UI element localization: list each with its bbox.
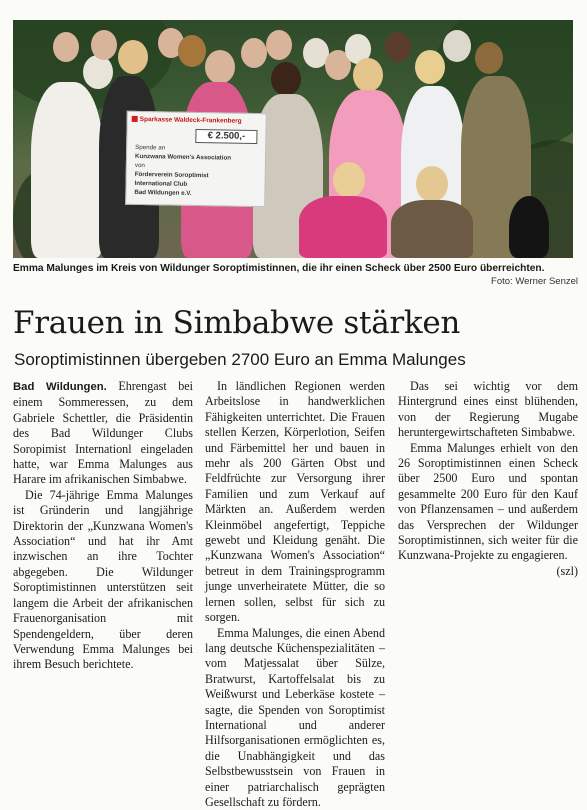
article-subheadline: Soroptimistinnen übergeben 2700 Euro an Emma Malunges <box>14 350 466 370</box>
author-signature: (szl) <box>545 564 579 579</box>
check-line-1: Spende an <box>135 144 165 152</box>
check-bank-label: Sparkasse Waldeck-Frankenberg <box>140 116 242 125</box>
photo-caption: Emma Malunges im Kreis von Wildunger Soroptimistinnen, die ihr einen Scheck über 2500 Euro überreichten. <box>13 262 579 275</box>
article-paragraph-1 <box>13 379 193 488</box>
check-line-6: Bad Wildungen e.V. <box>134 189 191 197</box>
check-bank-name <box>132 116 242 125</box>
article-paragraph-3: In ländlichen Regionen werden Arbeitslose in handwerklichen Fähigkeiten unterrichtet. Die Frauen stellen Kerzen, Körperlotion, Seifen und Färbemittel her und bauen in mehr als 200 Gärten Obst und Feldfrüchte zur Versorgung ihrer Familien und zum Verkauf auf Märkten an. Außerdem werden Kleinmöbel angefertigt, Teppiche gewebt und Kleidung genäht. Die „Kunzwana Women's Association“ betreut in dem Trainingsprogramm junge unverheiratete Mütter, die so lernen sollen, selbst für sich zu sorgen. <box>205 379 385 626</box>
donation-check <box>125 111 267 207</box>
dateline: Bad Wildungen. <box>13 381 107 393</box>
article-column-1 <box>13 379 193 673</box>
article-headline: Frauen in Simbabwe stärken <box>13 305 460 341</box>
check-line-3: von <box>135 162 145 169</box>
sparkasse-logo-icon <box>132 116 138 122</box>
article-paragraph-2: Die 74-jährige Emma Malunges ist Gründerin und langjährige Direktorin der „Kunzwana Women's Association“ und hat ihr Amt inzwischen an ihre Tochter abgegeben. Die Wildunger Soroptimistinnen unterstützen seit langem die Arbeit der afrikanischen Frauenorganisation mit Spendengeldern, über deren Verwendung Emma Malunges bei ihrem Besuch berichtete. <box>13 488 193 673</box>
paragraph-6-text: Emma Malunges erhielt von den 26 Soroptimistinnen einen Scheck über 2500 Euro und spontan gesammelte 200 Euro für den Kauf von Pflanzensamen – und außerdem das Versprechen der Wildunger Soroptimistinnen, sich weiter für die Kunzwana-Projekte zu engagieren. <box>398 441 578 563</box>
check-line-5: International Club <box>135 180 188 188</box>
article-column-2 <box>205 379 385 810</box>
check-line-2: Kunzwana Women's Association <box>135 153 231 162</box>
check-line-4: Förderverein Soroptimist <box>135 171 209 179</box>
paragraph-1-text: Ehrengast bei einem Sommeressen, zu dem Gabriele Schettler, die Präsidentin des Bad Wildunger Clubs Soropimist Internationl eingeladen hatte, war Emma Malunges aus Harare im afrikanischen Simbabwe. <box>13 379 193 486</box>
check-amount: € 2.500,- <box>195 129 257 144</box>
article-paragraph-6 <box>398 441 578 564</box>
photo-credit: Foto: Werner Senzel <box>491 276 578 287</box>
article-paragraph-4: Emma Malunges, die einen Abend lang deutsche Küchenspezialitäten – vom Matjessalat über Sülze, Bratwurst, Kartoffelsalat bis zu Weißwurst und Leberkäse kostete – sagte, die Spenden von Soroptimist International und anderer Hilfsorganisationen ermöglichten es, die Unabhängigkeit und das Selbstbewusstsein von Frauen in einer patriarchalisch geprägten Gesellschaft zu fördern. <box>205 626 385 810</box>
group-photo <box>13 20 573 258</box>
article-paragraph-5: Das sei wichtig vor dem Hintergrund eines einst blühenden, von der Regierung Mugabe heruntergewirtschafteten Simbabwe. <box>398 379 578 441</box>
article-column-3 <box>398 379 578 579</box>
